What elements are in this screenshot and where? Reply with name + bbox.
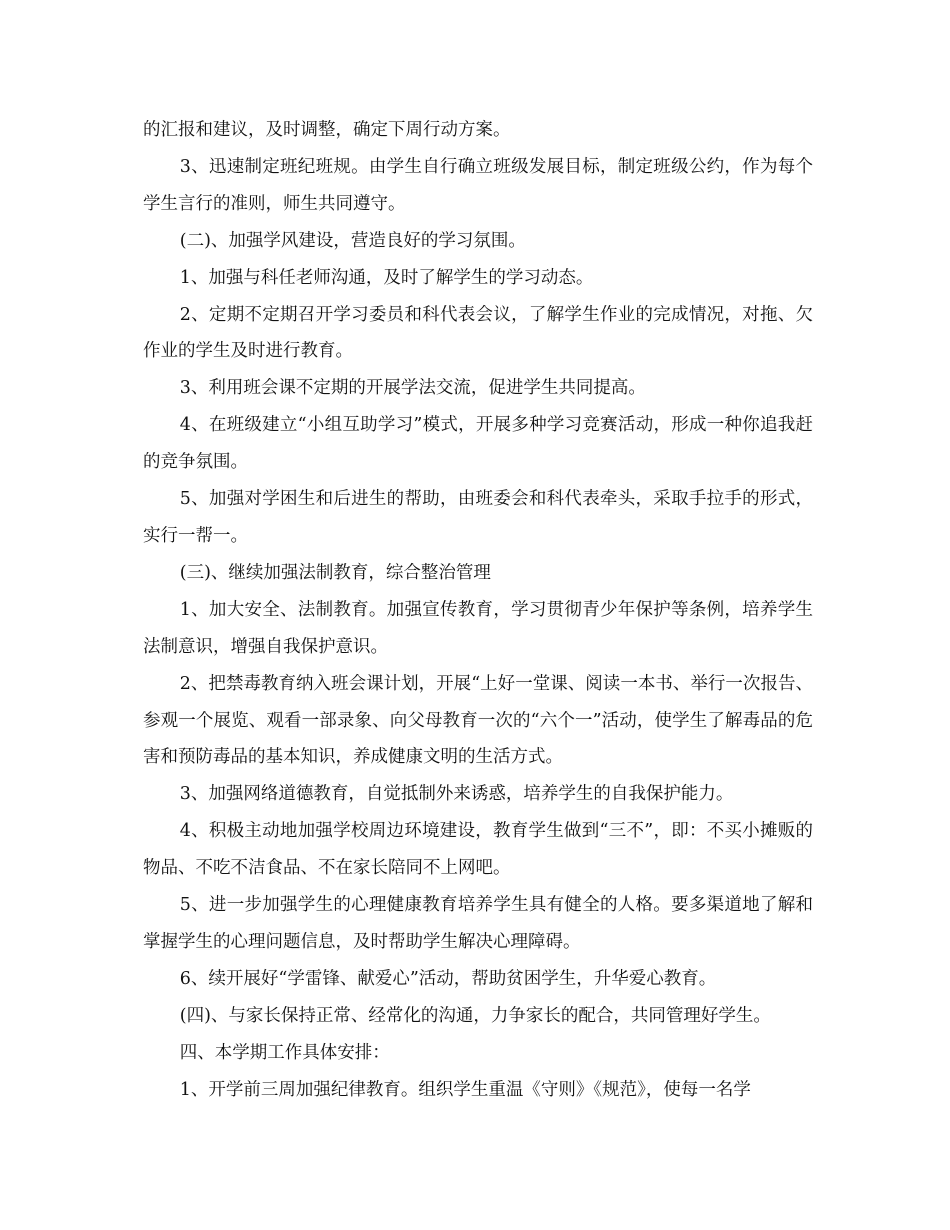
paragraph: 4、在班级建立“小组互助学习”模式，开展多种学习竞赛活动，形成一种你追我赶的竞争氛围。 — [143, 415, 813, 473]
paragraph: 3、利用班会课不定期的开展学法交流，促进学生共同提高。 — [179, 378, 646, 399]
paragraph: 3、迅速制定班纪班规。由学生自行确立班级发展目标，制定班级公约，作为每个学生言行的准则，师生共同遵守。 — [143, 156, 813, 214]
paragraph: 1、开学前三周加强纪律教育。组织学生重温《守则》《规范》，使每一名学 — [179, 1079, 751, 1100]
paragraph: 1、加大安全、法制教育。加强宣传教育，学习贯彻青少年保护等条例，培养学生法制意识，增强自我保护意识。 — [143, 599, 813, 657]
paragraph: 5、进一步加强学生的心理健康教育培养学生具有健全的人格。要多渠道地了解和掌握学生的心理问题信息，及时帮助学生解决心理障碍。 — [143, 895, 813, 952]
paragraph: 3、加强网络道德教育，自觉抵制外来诱惑，培养学生的自我保护能力。 — [179, 784, 734, 805]
section-heading: (四)、与家长保持正常、经常化的沟通，力争家长的配合，共同管理好学生。 — [179, 1005, 771, 1026]
paragraph: 1、加强与科任老师沟通，及时了解学生的学习动态。 — [179, 267, 594, 288]
paragraph: 5、加强对学困生和后进生的帮助，由班委会和科代表牵头，采取手拉手的形式，实行一帮一。 — [143, 489, 813, 546]
section-heading: 四、本学期工作具体安排： — [179, 1042, 390, 1063]
section-heading: (三)、继续加强法制教育，综合整治管理 — [179, 562, 491, 583]
paragraph: 4、积极主动地加强学校周边环境建设，教育学生做到“三不”，即：不买小摊贩的物品、不吃不洁食品、不在家长陪同不上网吧。 — [143, 821, 813, 879]
section-heading: (二)、加强学风建设，营造良好的学习氛围。 — [179, 230, 526, 251]
paragraph: 的汇报和建议，及时调整，确定下周行动方案。 — [143, 120, 511, 140]
paragraph: 6、续开展好“学雷锋、献爱心”活动，帮助贫困学生，升华爱心教育。 — [179, 968, 717, 989]
document-body — [143, 112, 813, 1108]
paragraph: 2、定期不定期召开学习委员和科代表会议，了解学生作业的完成情况，对拖、欠作业的学生及时进行教育。 — [143, 304, 813, 362]
paragraph: 2、把禁毒教育纳入班会课计划，开展“上好一堂课、阅读一本书、举行一次报告、参观一个展览、观看一部录象、向父母教育一次的“六个一”活动，使学生了解毒品的危害和预防毒品的基本知识，养成健康文明的生活方式。 — [143, 673, 813, 768]
